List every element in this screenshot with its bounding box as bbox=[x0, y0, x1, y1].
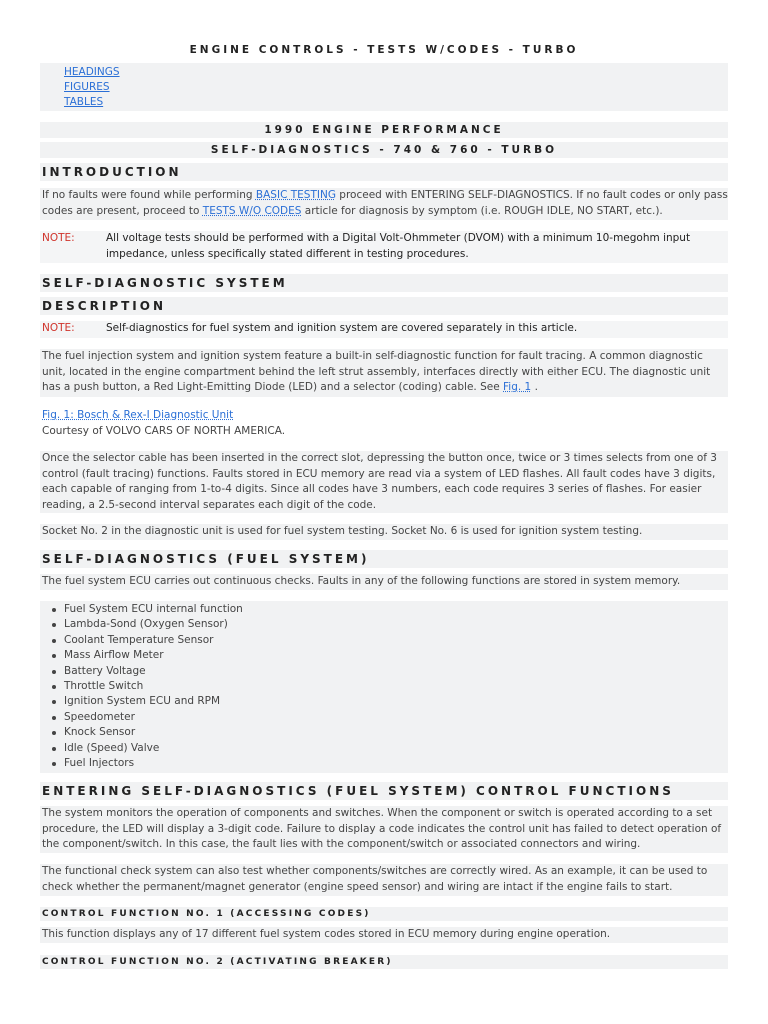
list-item: Fuel Injectors bbox=[52, 756, 728, 771]
intro-paragraph: If no faults were found while performing BASIC TESTING proceed with ENTERING SELF-DIAGNOSTICS. If no fault codes or only pass codes are present, proceed to TESTS W/O CODES article for diagnosis by symptom (i.e. ROUGH IDLE, NO START, etc.). bbox=[40, 188, 728, 220]
list-item: Throttle Switch bbox=[52, 679, 728, 694]
note-label: NOTE: bbox=[42, 322, 75, 334]
figure-caption bbox=[40, 408, 728, 440]
figure-link[interactable]: Fig. 1: Bosch & Rex-I Diagnostic Unit bbox=[42, 409, 234, 421]
note-label: NOTE: bbox=[42, 232, 75, 244]
list-item: Lambda-Sond (Oxygen Sensor) bbox=[52, 617, 728, 632]
sub-title: SELF-DIAGNOSTICS - 740 & 760 - TURBO bbox=[210, 144, 558, 156]
entering-paragraph-2: The functional check system can also test whether components/switches are correctly wired. As an example, it can be used to check whether the permanent/magnet generator (engine speed sensor) and wiring are intact if the engine fails to start. bbox=[40, 864, 728, 896]
nav-link-figures[interactable]: FIGURES bbox=[64, 81, 110, 93]
nav-link-headings[interactable]: HEADINGS bbox=[64, 66, 120, 78]
note-text: Self-diagnostics for fuel system and ignition system are covered separately in this article. bbox=[106, 322, 578, 334]
list-item: Coolant Temperature Sensor bbox=[52, 633, 728, 648]
selector-paragraph: Once the selector cable has been inserted in the correct slot, depressing the button once, twice or 3 times selects from one of 3 control (fault tracing) functions. Faults stored in ECU memory are read via a system of LED flashes. All fault codes have 3 digits, each capable of ranging from 1-to-4 digits. Since all codes have 3 numbers, each code requires 3 series of flashes. For easier reading, a 2.5-second interval separates each digit of the code. bbox=[40, 451, 728, 513]
note-text: All voltage tests should be performed with a Digital Volt-Ohmmeter (DVOM) with a minimum 10-megohm input impedance, unless specifically stated different in testing procedures. bbox=[106, 232, 691, 260]
heading-description: DESCRIPTION bbox=[40, 297, 728, 315]
heading-introduction: INTRODUCTION bbox=[40, 163, 728, 181]
figure-credit: Courtesy of VOLVO CARS OF NORTH AMERICA. bbox=[42, 424, 286, 437]
heading-self-diagnostics-fuel: SELF-DIAGNOSTICS (FUEL SYSTEM) bbox=[40, 550, 728, 568]
description-paragraph: The fuel injection system and ignition system feature a built-in self-diagnostic function for fault tracing. A common diagnostic unit, located in the engine compartment behind the left strut assembly, interfaces directly with either ECU. The diagnostic unit has a push button, a Red Light-Emitting Diode (LED) and a selector (coding) cable. See Fig. 1 . bbox=[40, 349, 728, 397]
main-title: ENGINE CONTROLS - TESTS W/CODES - TURBO bbox=[189, 44, 579, 56]
entering-paragraph-1: The system monitors the operation of components and switches. When the component or switch is operated according to a set procedure, the LED will display a 3-digit code. Failure to display a code indicates the control unit has failed to detect operation of the component/switch. In this case, the fault lies with the component/switch or associated connectors and wiring. bbox=[40, 806, 728, 853]
link-basic-testing[interactable]: BASIC TESTING bbox=[255, 189, 336, 201]
list-item: Knock Sensor bbox=[52, 725, 728, 740]
list-item: Battery Voltage bbox=[52, 664, 728, 679]
list-item: Speedometer bbox=[52, 710, 728, 725]
list-item: Fuel System ECU internal function bbox=[52, 602, 728, 617]
list-item: Mass Airflow Meter bbox=[52, 648, 728, 663]
link-tests-wo-codes[interactable]: TESTS W/O CODES bbox=[202, 204, 302, 217]
control-function-1-text: This function displays any of 17 different fuel system codes stored in ECU memory during engine operation. bbox=[40, 927, 728, 943]
nav-link-tables[interactable]: TABLES bbox=[64, 96, 104, 108]
fuel-functions-list bbox=[40, 601, 728, 773]
heading-entering-control-functions: ENTERING SELF-DIAGNOSTICS (FUEL SYSTEM) CONTROL FUNCTIONS bbox=[40, 782, 728, 800]
year-title: 1990 ENGINE PERFORMANCE bbox=[264, 124, 504, 136]
list-item: Ignition System ECU and RPM bbox=[52, 694, 728, 709]
heading-control-function-1: CONTROL FUNCTION NO. 1 (ACCESSING CODES) bbox=[40, 907, 728, 921]
note-self-diagnostics bbox=[40, 321, 728, 338]
list-item: Idle (Speed) Valve bbox=[52, 741, 728, 756]
nav-links bbox=[40, 63, 728, 111]
link-fig-1[interactable]: Fig. 1 bbox=[503, 381, 532, 393]
heading-control-function-2: CONTROL FUNCTION NO. 2 (ACTIVATING BREAKER) bbox=[40, 955, 728, 969]
note-voltage-tests bbox=[40, 231, 728, 263]
fuel-intro-paragraph: The fuel system ECU carries out continuous checks. Faults in any of the following functions are stored in system memory. bbox=[40, 574, 728, 590]
socket-paragraph: Socket No. 2 in the diagnostic unit is used for fuel system testing. Socket No. 6 is used for ignition system testing. bbox=[40, 524, 728, 540]
heading-self-diagnostic-system: SELF-DIAGNOSTIC SYSTEM bbox=[40, 274, 728, 292]
